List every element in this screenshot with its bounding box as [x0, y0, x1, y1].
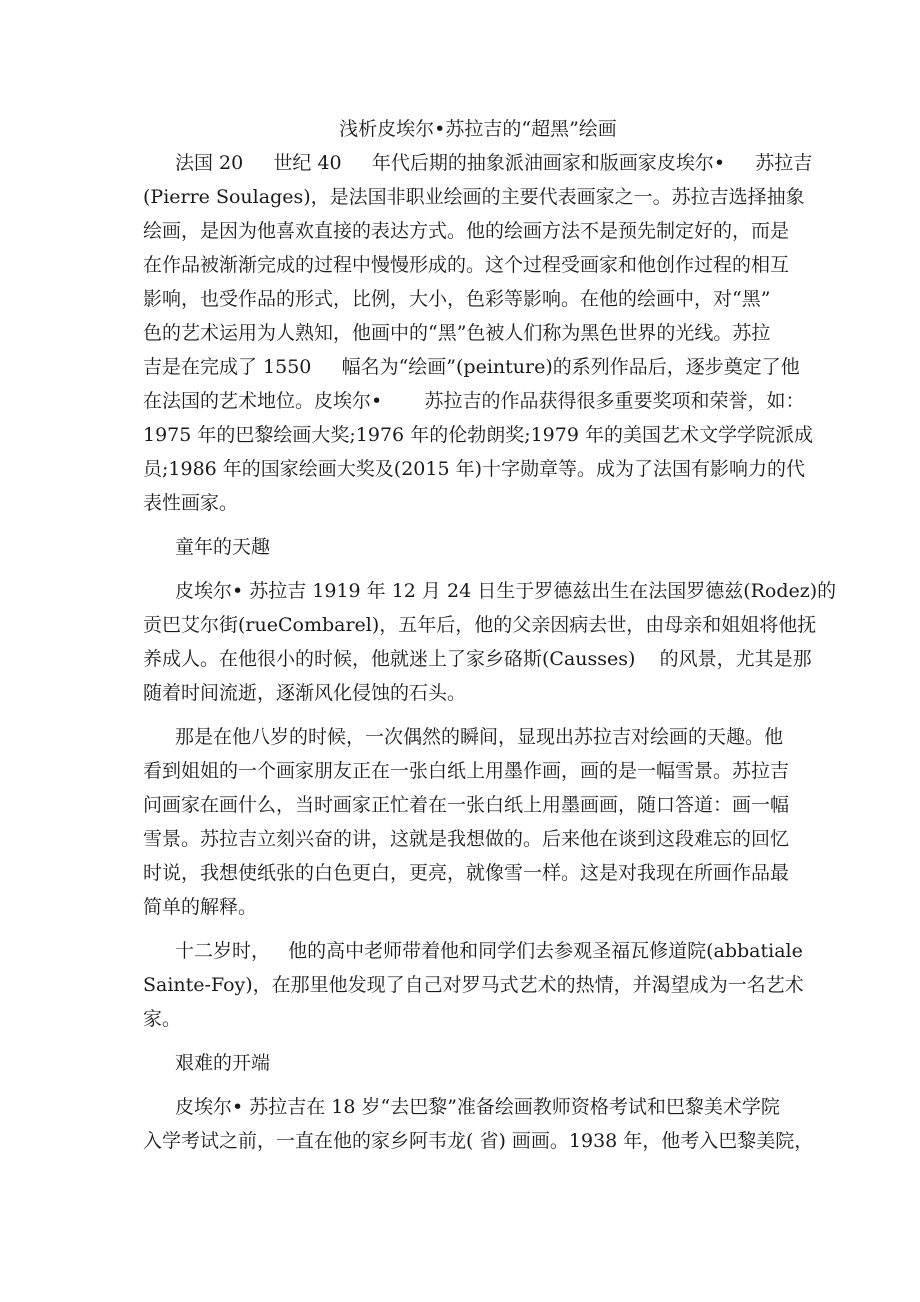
document-title: 浅析皮埃尔•苏拉吉的“超黑”绘画 [339, 118, 617, 140]
text-line: 家。 [143, 1008, 182, 1030]
paragraph [143, 720, 813, 924]
text-line: 入学考试之前，一直在他的家乡阿韦龙( 省) 画画。1938 年，他考入巴黎美院， [143, 1130, 814, 1152]
text-line: 简单的解释。 [143, 896, 258, 918]
text-line: 皮埃尔• 苏拉吉 1919 年 12 月 24 日生于罗德兹出生在法国罗德兹(Rodez)的 [175, 580, 837, 602]
text-line: 色的艺术运用为人熟知，他画中的“黑”色被人们称为黑色世界的光线。苏拉 [143, 322, 771, 344]
paragraph [143, 1090, 813, 1158]
document-body [143, 146, 837, 1158]
text-line: 时说，我想使纸张的白色更白，更亮，就像雪一样。这是对我现在所画作品最 [143, 862, 790, 884]
text-line: 1975 年的巴黎绘画大奖;1976 年的伦勃朗奖;1979 年的美国艺术文学学院派成 [143, 424, 813, 446]
text-line: 法国 20 世纪 40 年代后期的抽象派油画家和版画家皮埃尔• 苏拉吉 [175, 152, 813, 174]
paragraph [143, 146, 813, 520]
text-line: 那是在他八岁的时候，一次偶然的瞬间，显现出苏拉吉对绘画的天趣。他 [175, 726, 784, 748]
text-line: 贡巴艾尔街(rueCombarel)，五年后，他的父亲因病去世，由母亲和姐姐将他抚 [143, 614, 817, 636]
text-line: 看到姐姐的一个画家朋友正在一张白纸上用墨作画，画的是一幅雪景。苏拉吉 [143, 760, 790, 782]
section-heading [143, 1046, 813, 1080]
text-line: 员;1986 年的国家绘画大奖及(2015 年)十字勋章等。成为了法国有影响力的代 [143, 458, 806, 480]
text-line: 童年的天趣 [175, 536, 271, 558]
text-line: 吉是在完成了 1550 幅名为“绘画”(peinture)的系列作品后，逐步奠定了他 [143, 356, 800, 378]
text-line: (Pierre Soulages)，是法国非职业绘画的主要代表画家之一。苏拉吉选择抽象 [143, 186, 805, 208]
text-line: 在作品被渐渐完成的过程中慢慢形成的。这个过程受画家和他创作过程的相互 [143, 254, 790, 276]
document-page [143, 112, 837, 1158]
text-line: Sainte-Foy)，在那里他发现了自己对罗马式艺术的热情，并渴望成为一名艺术 [143, 974, 804, 996]
section-heading [143, 530, 813, 564]
text-line: 皮埃尔• 苏拉吉在 18 岁“去巴黎”准备绘画教师资格考试和巴黎美术学院 [175, 1096, 780, 1118]
text-line: 问画家在画什么，当时画家正忙着在一张白纸上用墨画画，随口答道：画一幅 [143, 794, 790, 816]
paragraph [143, 574, 837, 710]
text-line: 在法国的艺术地位。皮埃尔• 苏拉吉的作品获得很多重要奖项和荣誉，如： [143, 390, 805, 412]
text-line: 表性画家。 [143, 492, 239, 514]
text-line: 影响，也受作品的形式，比例，大小，色彩等影响。在他的绘画中，对“黑” [143, 288, 771, 310]
text-line: 随着时间流逝，逐渐风化侵蚀的石头。 [143, 682, 467, 704]
paragraph [143, 934, 813, 1036]
text-line: 养成人。在他很小的时候，他就迷上了家乡硌斯(Causses) 的风景，尤其是那 [143, 648, 812, 670]
text-line: 艰难的开端 [175, 1052, 271, 1074]
text-line: 十二岁时， 他的高中老师带着他和同学们去参观圣福瓦修道院(abbatiale [175, 940, 803, 962]
text-line: 绘画，是因为他喜欢直接的表达方式。他的绘画方法不是预先制定好的，而是 [143, 220, 790, 242]
text-line: 雪景。苏拉吉立刻兴奋的讲，这就是我想做的。后来他在谈到这段难忘的回忆 [143, 828, 790, 850]
